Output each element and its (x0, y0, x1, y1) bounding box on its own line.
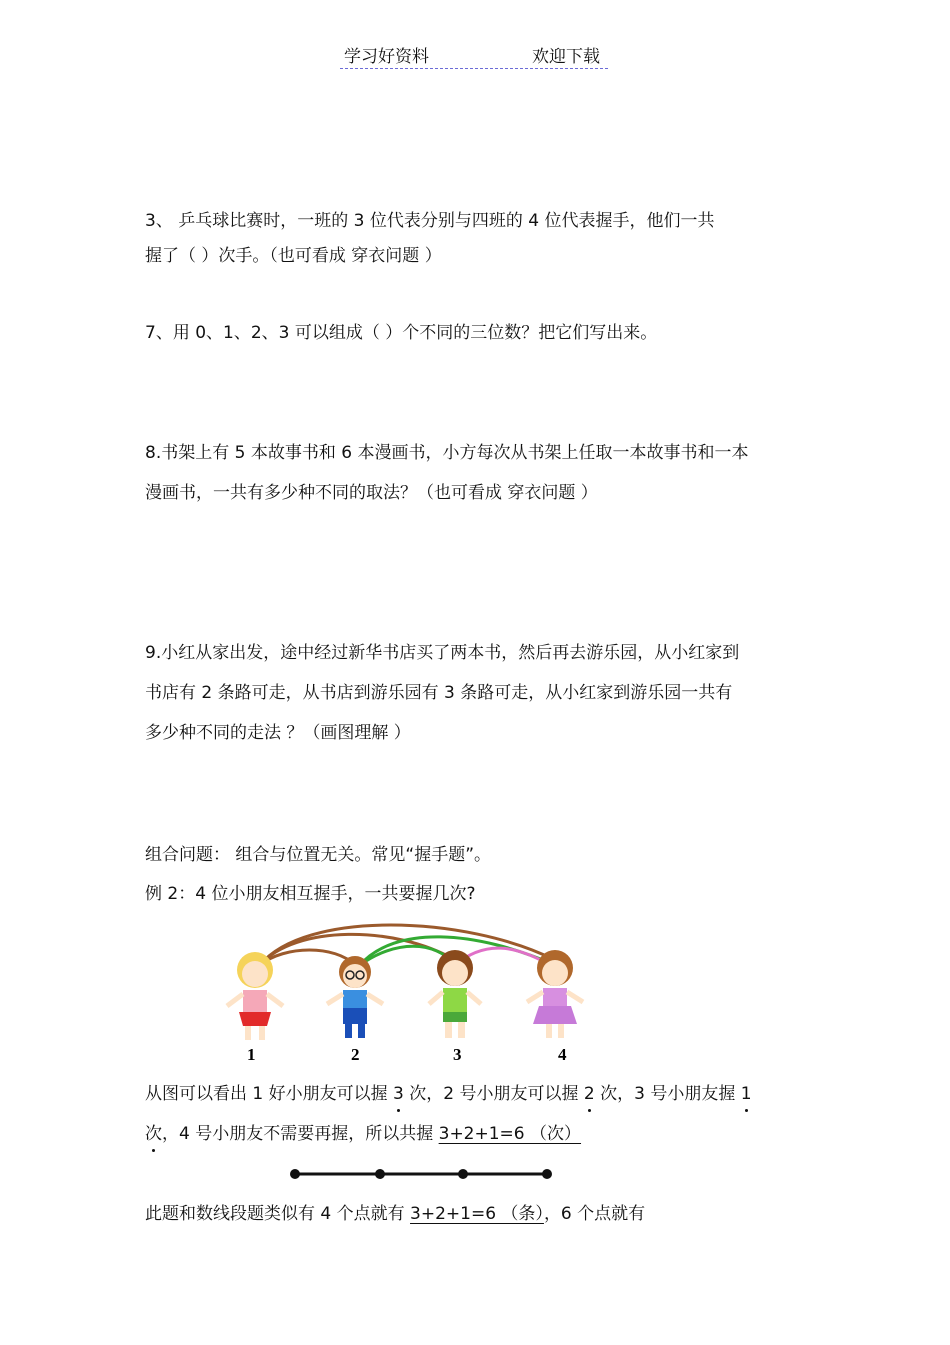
q9-line2: 书店有 2 条路可走，从书店到游乐园有 3 条路可走，从小红家到游乐园一共有 (145, 683, 733, 703)
explain-line2 (145, 1122, 581, 1146)
q3-line2: 握了（ ）次手。（也可看成 穿衣问题 ） (145, 246, 442, 266)
kid-3-figure (429, 950, 481, 1038)
explain-text: 次，2 号小朋友可以握 (403, 1084, 584, 1104)
q7-line1: 7、用 0、1、2、3 可以组成（ ）个不同的三位数？把它们写出来。 (145, 323, 658, 343)
header-left: 学习好资料 (344, 47, 429, 67)
similar-line (145, 1202, 645, 1226)
handshake-formula: 3+2+1=6 （次） (438, 1124, 582, 1144)
kid-label-4: 4 (558, 1045, 567, 1064)
kid-label-3: 3 (453, 1045, 462, 1064)
q8-line2: 漫画书，一共有多少种不同的取法？（也可看成 穿衣问题 ） (145, 483, 598, 503)
kid-1-figure (227, 952, 283, 1040)
explain-text: 次，3 号小朋友握 (594, 1084, 741, 1104)
emph-number: 2 (583, 1084, 595, 1104)
kid-4-figure (527, 950, 583, 1038)
q9-line1: 9.小红从家出发，途中经过新华书店买了两本书，然后再去游乐园，从小红家到 (145, 643, 740, 663)
emph-number: 3 (393, 1084, 404, 1104)
kid-label-2: 2 (351, 1045, 360, 1064)
combo-intro: 组合问题： 组合与位置无关。常见“握手题”。 (145, 845, 492, 865)
combo-example: 例 2：4 位小朋友相互握手，一共要握几次? (145, 884, 476, 904)
explain-line1 (145, 1082, 752, 1106)
explain-text: ，4 号小朋友不需要再握，所以共握 (162, 1124, 439, 1144)
segment-formula: 3+2+1=6 （条） (410, 1204, 544, 1224)
q3-line1: 3、 乒乓球比赛时，一班的 3 位代表分别与四班的 4 位代表握手，他们一共 (145, 211, 715, 231)
similar-text: 此题和数线段题类似有 4 个点就有 (145, 1204, 411, 1224)
explain-text: 从图可以看出 1 好小朋友可以握 (145, 1084, 394, 1104)
page-header (340, 42, 608, 69)
header-right: 欢迎下载 (532, 47, 600, 67)
kid-2-figure (327, 956, 383, 1038)
q9-line3: 多少种不同的走法 ？（画图理解 ） (145, 723, 411, 743)
emph-number: 1 (740, 1084, 752, 1104)
kid-label-1: 1 (247, 1045, 256, 1064)
q8-line1: 8.书架上有 5 本故事书和 6 本漫画书，小方每次从书架上任取一本故事书和一本 (145, 443, 749, 463)
handshake-figure (215, 920, 605, 1070)
point-line-figure (285, 1164, 560, 1184)
emph-char: 次 (145, 1124, 162, 1144)
similar-text: ，6 个点就有 (543, 1204, 646, 1224)
